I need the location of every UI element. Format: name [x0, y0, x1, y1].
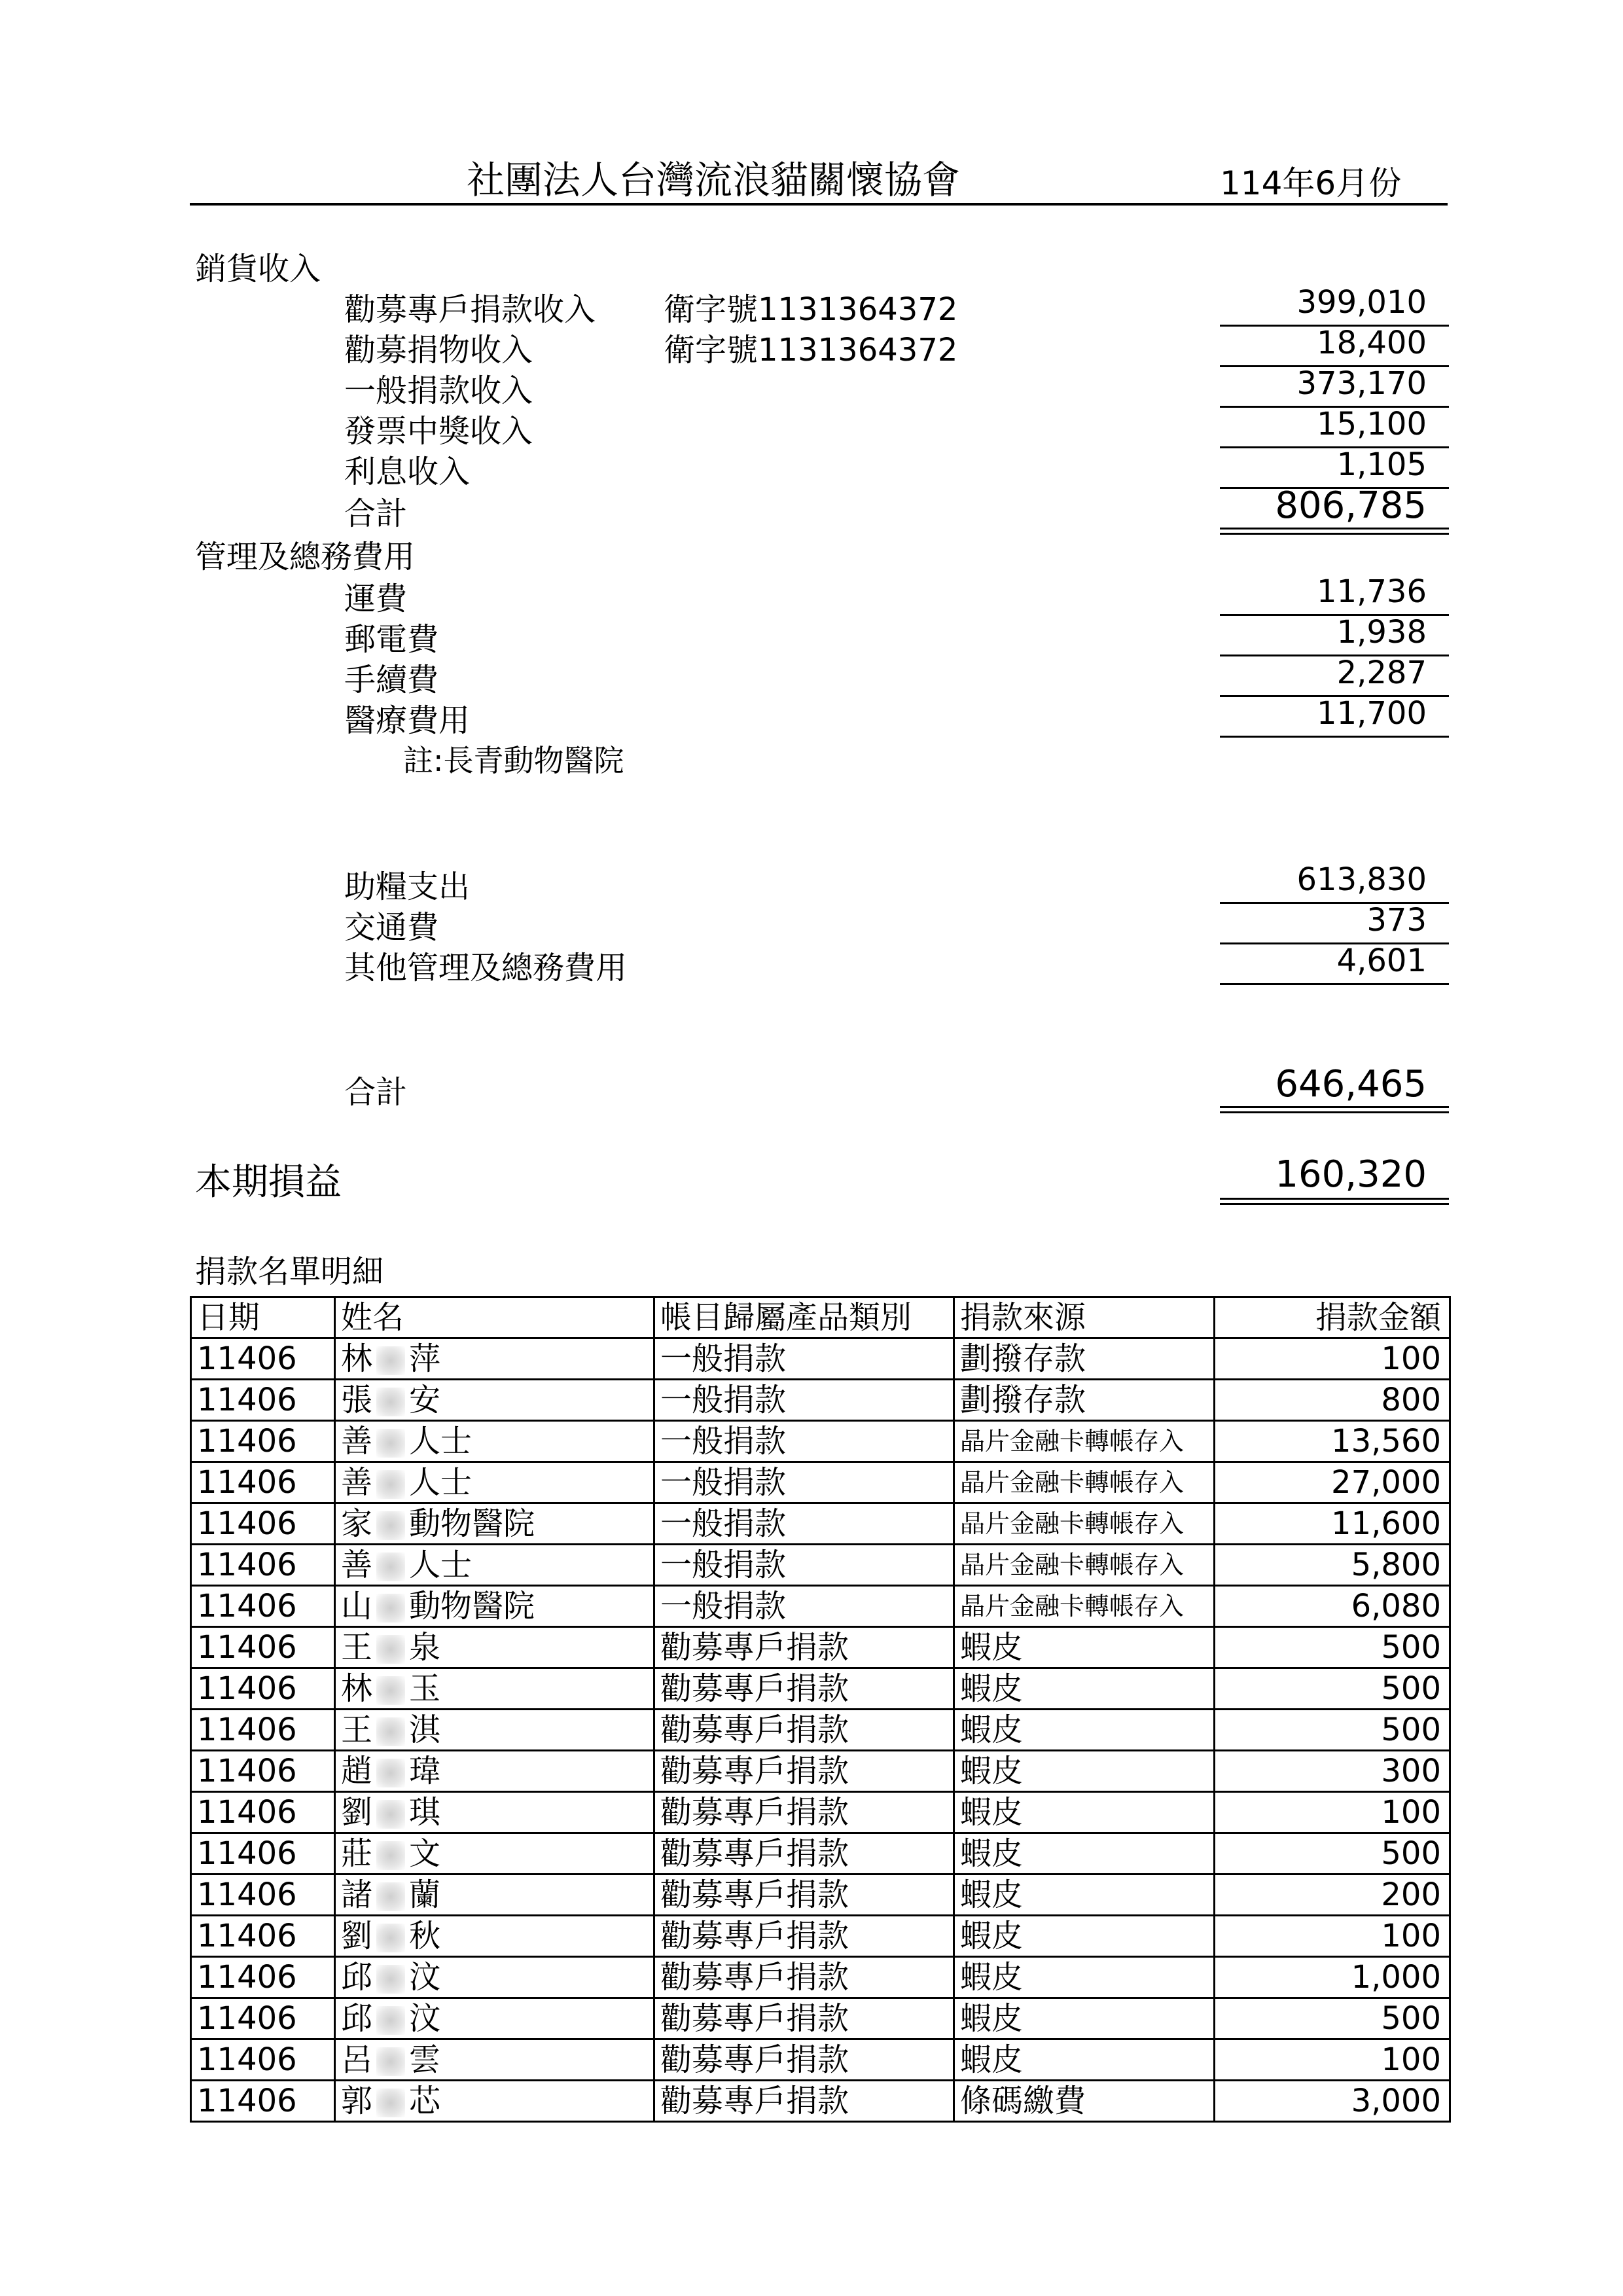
surname: 王 [341, 1629, 373, 1666]
given-name: 汶 [409, 1959, 441, 1996]
donation-table [190, 1296, 1451, 2123]
date-cell: 11406 [191, 2081, 335, 2122]
source-cell: 蝦皮 [954, 1627, 1215, 1668]
expense-item-amount: 11,700 [1317, 695, 1427, 732]
table-header-row [191, 1297, 1450, 1338]
header-name: 姓名 [335, 1297, 654, 1338]
date-cell: 11406 [191, 1957, 335, 1998]
source-cell: 蝦皮 [954, 2039, 1215, 2081]
given-name: 芯 [409, 2083, 441, 2119]
amount-cell: 500 [1215, 1668, 1450, 1710]
table-row [191, 2039, 1450, 2081]
source-cell: 蝦皮 [954, 1874, 1215, 1916]
expense-item-label: 運費 [344, 581, 408, 617]
redaction-blur [376, 1635, 405, 1664]
redaction-blur [376, 1676, 405, 1705]
date-cell: 11406 [191, 1380, 335, 1421]
total-double-underline [1220, 1106, 1449, 1108]
date-cell: 11406 [191, 1627, 335, 1668]
redaction-blur [376, 1924, 405, 1952]
table-row [191, 1545, 1450, 1586]
sales-item-amount: 18,400 [1317, 325, 1427, 361]
category-cell: 勸募專戶捐款 [654, 1710, 954, 1751]
redaction-blur [376, 1470, 405, 1499]
amount-cell: 500 [1215, 1627, 1450, 1668]
amount-cell: 800 [1215, 1380, 1450, 1421]
name-cell [335, 1916, 654, 1957]
category-cell: 勸募專戶捐款 [654, 1874, 954, 1916]
amount-underline [1220, 736, 1449, 738]
surname: 善 [341, 1547, 373, 1583]
redaction-blur [376, 1965, 405, 1994]
expense-item-label: 助糧支出 [344, 869, 471, 905]
amount-cell: 100 [1215, 2039, 1450, 2081]
table-row [191, 1627, 1450, 1668]
surname: 善 [341, 1464, 373, 1501]
expense-item-label: 郵電費 [344, 621, 439, 658]
date-cell: 11406 [191, 1710, 335, 1751]
sales-item-label: 勸募捐物收入 [344, 332, 533, 368]
category-cell: 一般捐款 [654, 1421, 954, 1462]
source-cell: 晶片金融卡轉帳存入 [954, 1503, 1215, 1545]
category-cell: 一般捐款 [654, 1462, 954, 1503]
name-cell [335, 1668, 654, 1710]
name-cell [335, 1874, 654, 1916]
name-cell [335, 1792, 654, 1833]
redaction-blur [376, 2006, 405, 2035]
source-cell: 條碼繳費 [954, 2081, 1215, 2122]
source-cell: 劃撥存款 [954, 1338, 1215, 1380]
given-name: 瑋 [409, 1753, 441, 1789]
source-cell: 晶片金融卡轉帳存入 [954, 1545, 1215, 1586]
category-cell: 勸募專戶捐款 [654, 2081, 954, 2122]
category-cell: 勸募專戶捐款 [654, 1668, 954, 1710]
category-cell: 一般捐款 [654, 1380, 954, 1421]
surname: 善 [341, 1423, 373, 1460]
expense-item-label: 交通費 [344, 909, 439, 946]
given-name: 蘭 [409, 1876, 441, 1913]
given-name: 動物醫院 [409, 1588, 535, 1624]
name-cell [335, 1833, 654, 1874]
table-row [191, 1957, 1450, 1998]
total-double-underline [1220, 528, 1449, 529]
surname: 郭 [341, 2083, 373, 2119]
donation-list-title: 捐款名單明細 [195, 1253, 384, 1290]
expense-item-amount: 373 [1366, 902, 1427, 939]
date-cell: 11406 [191, 1503, 335, 1545]
category-cell: 勸募專戶捐款 [654, 1833, 954, 1874]
header-date: 日期 [191, 1297, 335, 1338]
header-source: 捐款來源 [954, 1297, 1215, 1338]
amount-cell: 100 [1215, 1916, 1450, 1957]
expense-item-amount: 1,938 [1336, 614, 1427, 651]
source-cell: 蝦皮 [954, 1710, 1215, 1751]
source-cell: 晶片金融卡轉帳存入 [954, 1462, 1215, 1503]
given-name: 人士 [409, 1547, 473, 1583]
given-name: 人士 [409, 1423, 473, 1460]
total-double-underline [1220, 1111, 1449, 1113]
sales-item-ref: 衛字號1131364372 [664, 332, 958, 368]
redaction-blur [376, 1552, 405, 1581]
table-row [191, 1751, 1450, 1792]
date-cell: 11406 [191, 2039, 335, 2081]
surname: 莊 [341, 1835, 373, 1872]
redaction-blur [376, 1594, 405, 1623]
category-cell: 勸募專戶捐款 [654, 1751, 954, 1792]
sales-item-amount: 399,010 [1296, 284, 1427, 321]
name-cell [335, 1421, 654, 1462]
given-name: 動物醫院 [409, 1505, 535, 1542]
net-label: 本期損益 [195, 1161, 342, 1204]
sales-item-amount: 15,100 [1317, 406, 1427, 442]
surname: 呂 [341, 2041, 373, 2078]
name-cell [335, 1957, 654, 1998]
date-cell: 11406 [191, 1668, 335, 1710]
table-row [191, 1421, 1450, 1462]
date-cell: 11406 [191, 1421, 335, 1462]
date-cell: 11406 [191, 1338, 335, 1380]
amount-cell: 500 [1215, 1833, 1450, 1874]
sales-item-ref: 衛字號1131364372 [664, 291, 958, 328]
name-cell [335, 1545, 654, 1586]
amount-cell: 200 [1215, 1874, 1450, 1916]
redaction-blur [376, 1717, 405, 1746]
surname: 諸 [341, 1876, 373, 1913]
surname: 邱 [341, 2000, 373, 2037]
redaction-blur [376, 1759, 405, 1787]
sales-heading: 銷貨收入 [195, 251, 321, 287]
table-row [191, 1916, 1450, 1957]
given-name: 安 [409, 1382, 441, 1418]
amount-cell: 100 [1215, 1338, 1450, 1380]
date-cell: 11406 [191, 1792, 335, 1833]
amount-cell: 1,000 [1215, 1957, 1450, 1998]
name-cell [335, 1462, 654, 1503]
sales-item-label: 發票中獎收入 [344, 413, 533, 450]
source-cell: 蝦皮 [954, 1751, 1215, 1792]
expenses-total-amount: 646,465 [1275, 1063, 1427, 1105]
expense-item-label: 手續費 [344, 662, 439, 698]
redaction-blur [376, 1800, 405, 1829]
name-cell [335, 1338, 654, 1380]
sales-item-amount: 373,170 [1296, 365, 1427, 402]
surname: 山 [341, 1588, 373, 1624]
given-name: 泉 [409, 1629, 441, 1666]
source-cell: 晶片金融卡轉帳存入 [954, 1421, 1215, 1462]
source-cell: 蝦皮 [954, 1916, 1215, 1957]
redaction-blur [376, 1388, 405, 1416]
redaction-blur [376, 2089, 405, 2117]
category-cell: 一般捐款 [654, 1503, 954, 1545]
given-name: 人士 [409, 1464, 473, 1501]
name-cell [335, 1627, 654, 1668]
amount-cell: 11,600 [1215, 1503, 1450, 1545]
source-cell: 晶片金融卡轉帳存入 [954, 1586, 1215, 1627]
amount-cell: 500 [1215, 1998, 1450, 2039]
date-cell: 11406 [191, 1916, 335, 1957]
amount-cell: 27,000 [1215, 1462, 1450, 1503]
source-cell: 劃撥存款 [954, 1380, 1215, 1421]
amount-cell: 100 [1215, 1792, 1450, 1833]
given-name: 玉 [409, 1670, 441, 1707]
sales-item-label: 一般捐款收入 [344, 372, 533, 409]
report-period: 114年6月份 [1220, 164, 1402, 202]
amount-cell: 500 [1215, 1710, 1450, 1751]
surname: 劉 [341, 1918, 373, 1954]
name-cell [335, 1710, 654, 1751]
redaction-blur [376, 1511, 405, 1540]
date-cell: 11406 [191, 1462, 335, 1503]
given-name: 琪 [409, 1794, 441, 1831]
name-cell [335, 1998, 654, 2039]
table-row [191, 1503, 1450, 1545]
expense-item-amount: 2,287 [1336, 655, 1427, 691]
sales-total-amount: 806,785 [1275, 484, 1427, 527]
surname: 趙 [341, 1753, 373, 1789]
header-amount: 捐款金額 [1215, 1297, 1450, 1338]
expense-item-label: 其他管理及總務費用 [344, 950, 628, 986]
category-cell: 一般捐款 [654, 1545, 954, 1586]
source-cell: 蝦皮 [954, 1957, 1215, 1998]
source-cell: 蝦皮 [954, 1998, 1215, 2039]
category-cell: 勸募專戶捐款 [654, 1998, 954, 2039]
surname: 劉 [341, 1794, 373, 1831]
table-row [191, 1462, 1450, 1503]
table-row [191, 1586, 1450, 1627]
name-cell [335, 1586, 654, 1627]
table-row [191, 1874, 1450, 1916]
net-amount: 160,320 [1275, 1153, 1427, 1196]
name-cell [335, 1503, 654, 1545]
expenses-heading: 管理及總務費用 [195, 539, 416, 575]
redaction-blur [376, 2047, 405, 2076]
given-name: 汶 [409, 2000, 441, 2037]
surname: 林 [341, 1670, 373, 1707]
table-row [191, 1710, 1450, 1751]
source-cell: 蝦皮 [954, 1833, 1215, 1874]
given-name: 秋 [409, 1918, 441, 1954]
surname: 邱 [341, 1959, 373, 1996]
total-double-underline [1220, 533, 1449, 535]
date-cell: 11406 [191, 1874, 335, 1916]
expense-item-amount: 4,601 [1336, 942, 1427, 979]
table-row [191, 1668, 1450, 1710]
given-name: 文 [409, 1835, 441, 1872]
header-rule [190, 203, 1448, 206]
sales-item-label: 利息收入 [344, 454, 471, 490]
surname: 張 [341, 1382, 373, 1418]
category-cell: 一般捐款 [654, 1338, 954, 1380]
total-double-underline [1220, 1198, 1449, 1200]
date-cell: 11406 [191, 1545, 335, 1586]
category-cell: 一般捐款 [654, 1586, 954, 1627]
total-double-underline [1220, 1203, 1449, 1205]
name-cell [335, 2039, 654, 2081]
expense-note: 註:長青動物醫院 [403, 743, 624, 778]
redaction-blur [376, 1429, 405, 1458]
expense-item-amount: 11,736 [1317, 573, 1427, 610]
amount-cell: 3,000 [1215, 2081, 1450, 2122]
source-cell: 蝦皮 [954, 1792, 1215, 1833]
header-category: 帳目歸屬產品類別 [654, 1297, 954, 1338]
amount-cell: 5,800 [1215, 1545, 1450, 1586]
date-cell: 11406 [191, 1751, 335, 1792]
expenses-total-label: 合計 [344, 1074, 408, 1111]
report-title: 社團法人台灣流浪貓關懷協會 [466, 158, 960, 202]
category-cell: 勸募專戶捐款 [654, 1957, 954, 1998]
expense-item-label: 醫療費用 [344, 702, 471, 739]
table-row [191, 1792, 1450, 1833]
sales-item-amount: 1,105 [1336, 446, 1427, 483]
table-row [191, 1380, 1450, 1421]
category-cell: 勸募專戶捐款 [654, 1627, 954, 1668]
sales-item-label: 勸募專戶捐款收入 [344, 291, 596, 328]
table-row [191, 2081, 1450, 2122]
surname: 林 [341, 1340, 373, 1377]
redaction-blur [376, 1841, 405, 1870]
category-cell: 勸募專戶捐款 [654, 1916, 954, 1957]
amount-cell: 13,560 [1215, 1421, 1450, 1462]
table-row [191, 1833, 1450, 1874]
surname: 王 [341, 1712, 373, 1748]
amount-underline [1220, 983, 1449, 985]
name-cell [335, 2081, 654, 2122]
category-cell: 勸募專戶捐款 [654, 1792, 954, 1833]
name-cell [335, 1751, 654, 1792]
name-cell [335, 1380, 654, 1421]
source-cell: 蝦皮 [954, 1668, 1215, 1710]
category-cell: 勸募專戶捐款 [654, 2039, 954, 2081]
given-name: 雲 [409, 2041, 441, 2078]
amount-cell: 6,080 [1215, 1586, 1450, 1627]
amount-cell: 300 [1215, 1751, 1450, 1792]
date-cell: 11406 [191, 1998, 335, 2039]
table-row [191, 1338, 1450, 1380]
redaction-blur [376, 1346, 405, 1375]
given-name: 淇 [409, 1712, 441, 1748]
given-name: 萍 [409, 1340, 441, 1377]
table-row [191, 1998, 1450, 2039]
surname: 家 [341, 1505, 373, 1542]
expense-item-amount: 613,830 [1296, 861, 1427, 898]
date-cell: 11406 [191, 1586, 335, 1627]
date-cell: 11406 [191, 1833, 335, 1874]
sales-total-label: 合計 [344, 495, 408, 532]
redaction-blur [376, 1882, 405, 1911]
